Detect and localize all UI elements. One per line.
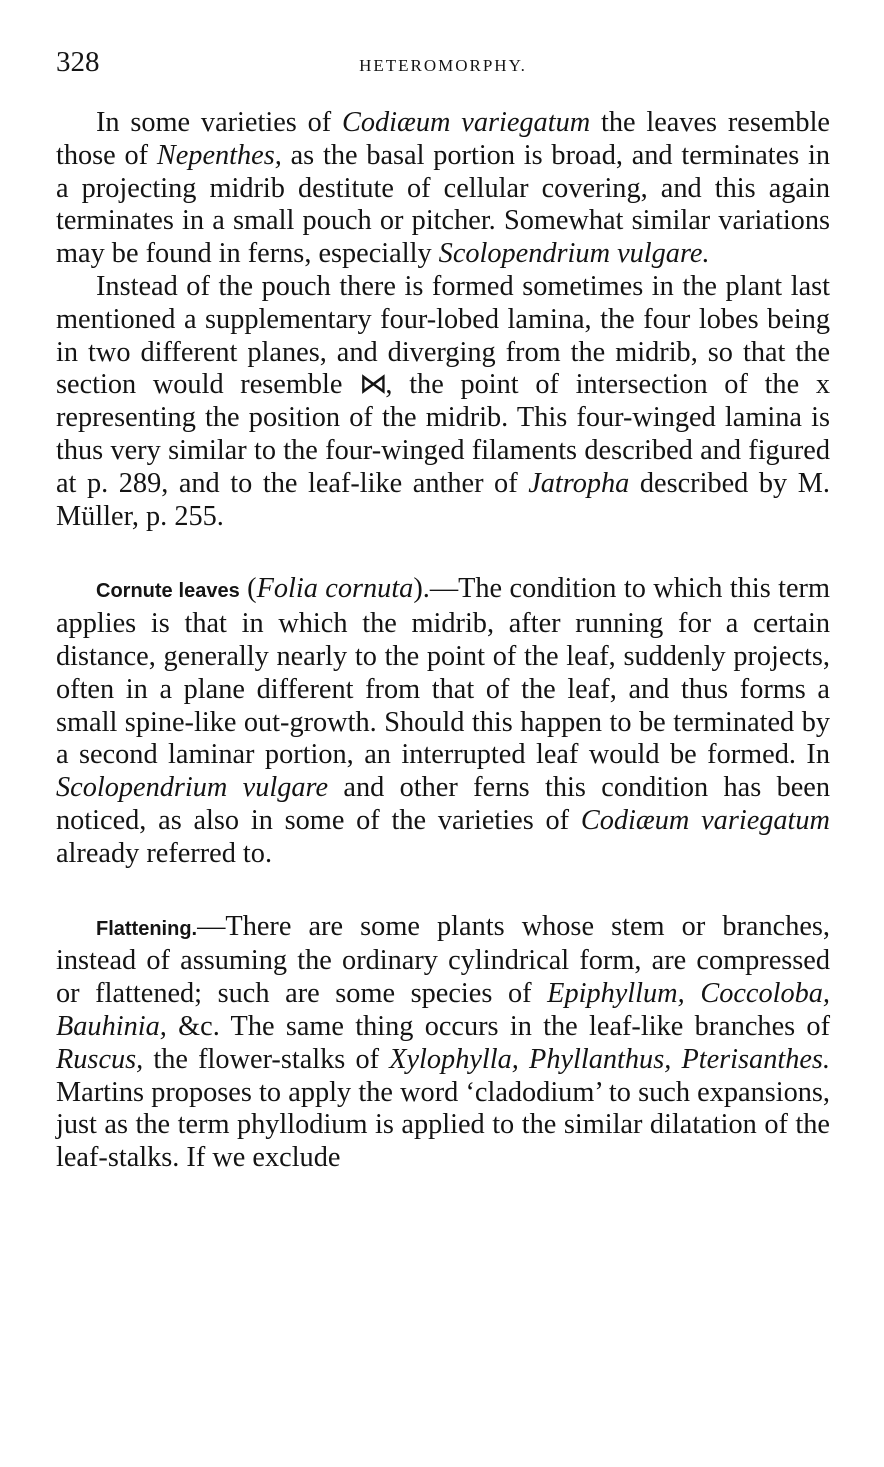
text-run: described by M. Müller, p. 255. [56, 467, 830, 532]
text-run: Instead of the pouch there is formed sometimes in the plant last mentioned a supplementary four-lobed lamina, the four lobes being in two different planes, and diverging from the midrib, so that the section would resemble [56, 270, 830, 401]
italic-term: Ruscus, [56, 1043, 144, 1075]
italic-term: Jatropha [528, 467, 630, 499]
text-run: ( [239, 573, 257, 605]
body-text [56, 107, 830, 1175]
italic-term: Coccoloba, [700, 978, 830, 1010]
text-run: &c. The same thing occurs in the leaf-like branches of [166, 1010, 830, 1042]
text-run: already referred to. [56, 837, 273, 869]
italic-term: Folia cornuta [256, 573, 414, 605]
paragraph-flattening [56, 911, 830, 1175]
text-run: the flower-stalks of [143, 1043, 390, 1075]
section-heading: Cornute leaves [96, 580, 240, 603]
section-heading: Flattening. [96, 917, 198, 940]
text-run [671, 1044, 681, 1075]
italic-term: Xylophylla, [389, 1043, 519, 1075]
italic-term: Codiæum variegatum [580, 804, 830, 836]
italic-term: Phyllanthus, [529, 1043, 672, 1075]
section-glyph: ⋈ [359, 369, 386, 401]
text-run: ).—The condition to which this term applies is that in which the midrib, after running for a certain distance, generally nearly to the point of the leaf, suddenly projects, often in a plane different from that of the leaf, and thus forms a small spine-like out-growth. Should this happen to be terminated by a second laminar portion, an interrupted leaf would be formed. In [56, 573, 830, 771]
italic-term: Nepenthes, [156, 139, 282, 171]
text-run: the leaves resemble those of [56, 107, 830, 171]
text-run: Martins proposes to apply the word ‘cladodium’ to such expansions, just as the term phyllodium is applied to the similar dilatation of the leaf-stalks. If we exclude [56, 1076, 830, 1174]
paragraph-codiaeum [56, 107, 830, 271]
text-run [685, 978, 701, 1009]
text-run: and other ferns this condition has been noticed, as also in some of the varieties of [56, 772, 830, 836]
italic-term: Bauhinia, [56, 1010, 167, 1042]
running-head [56, 46, 830, 86]
italic-term: Scolopendrium vulgare [56, 772, 329, 804]
italic-term: Scolopendrium vulgare. [438, 238, 710, 270]
text-run: —There are some plants whose stem or branches, instead of assuming the ordinary cylindrical form, are compressed or flattened; such are some species of [56, 910, 830, 1010]
italic-term: Codiæum variegatum [341, 107, 591, 138]
running-title: HETEROMORPHY. [359, 56, 527, 75]
text-run: , the point of intersection of the x representing the position of the midrib. This four-winged lamina is thus very similar to the four-winged filaments described and figured at p. 289, and to the leaf-like anther of [56, 369, 830, 499]
italic-term: Pterisanthes. [681, 1043, 831, 1075]
paragraph-cornute-leaves [56, 573, 830, 870]
text-run: as the basal portion is broad, and terminates in a projecting midrib destitute of cellular covering, and this again terminates in a small pouch or pitcher. Somewhat similar variations may be found in ferns, especially [56, 139, 830, 270]
paragraph-pouch [56, 271, 830, 533]
page-number: 328 [56, 46, 100, 78]
italic-term: Epiphyllum, [547, 978, 685, 1010]
text-run: In some varieties of [96, 107, 342, 138]
text-run [519, 1044, 529, 1075]
